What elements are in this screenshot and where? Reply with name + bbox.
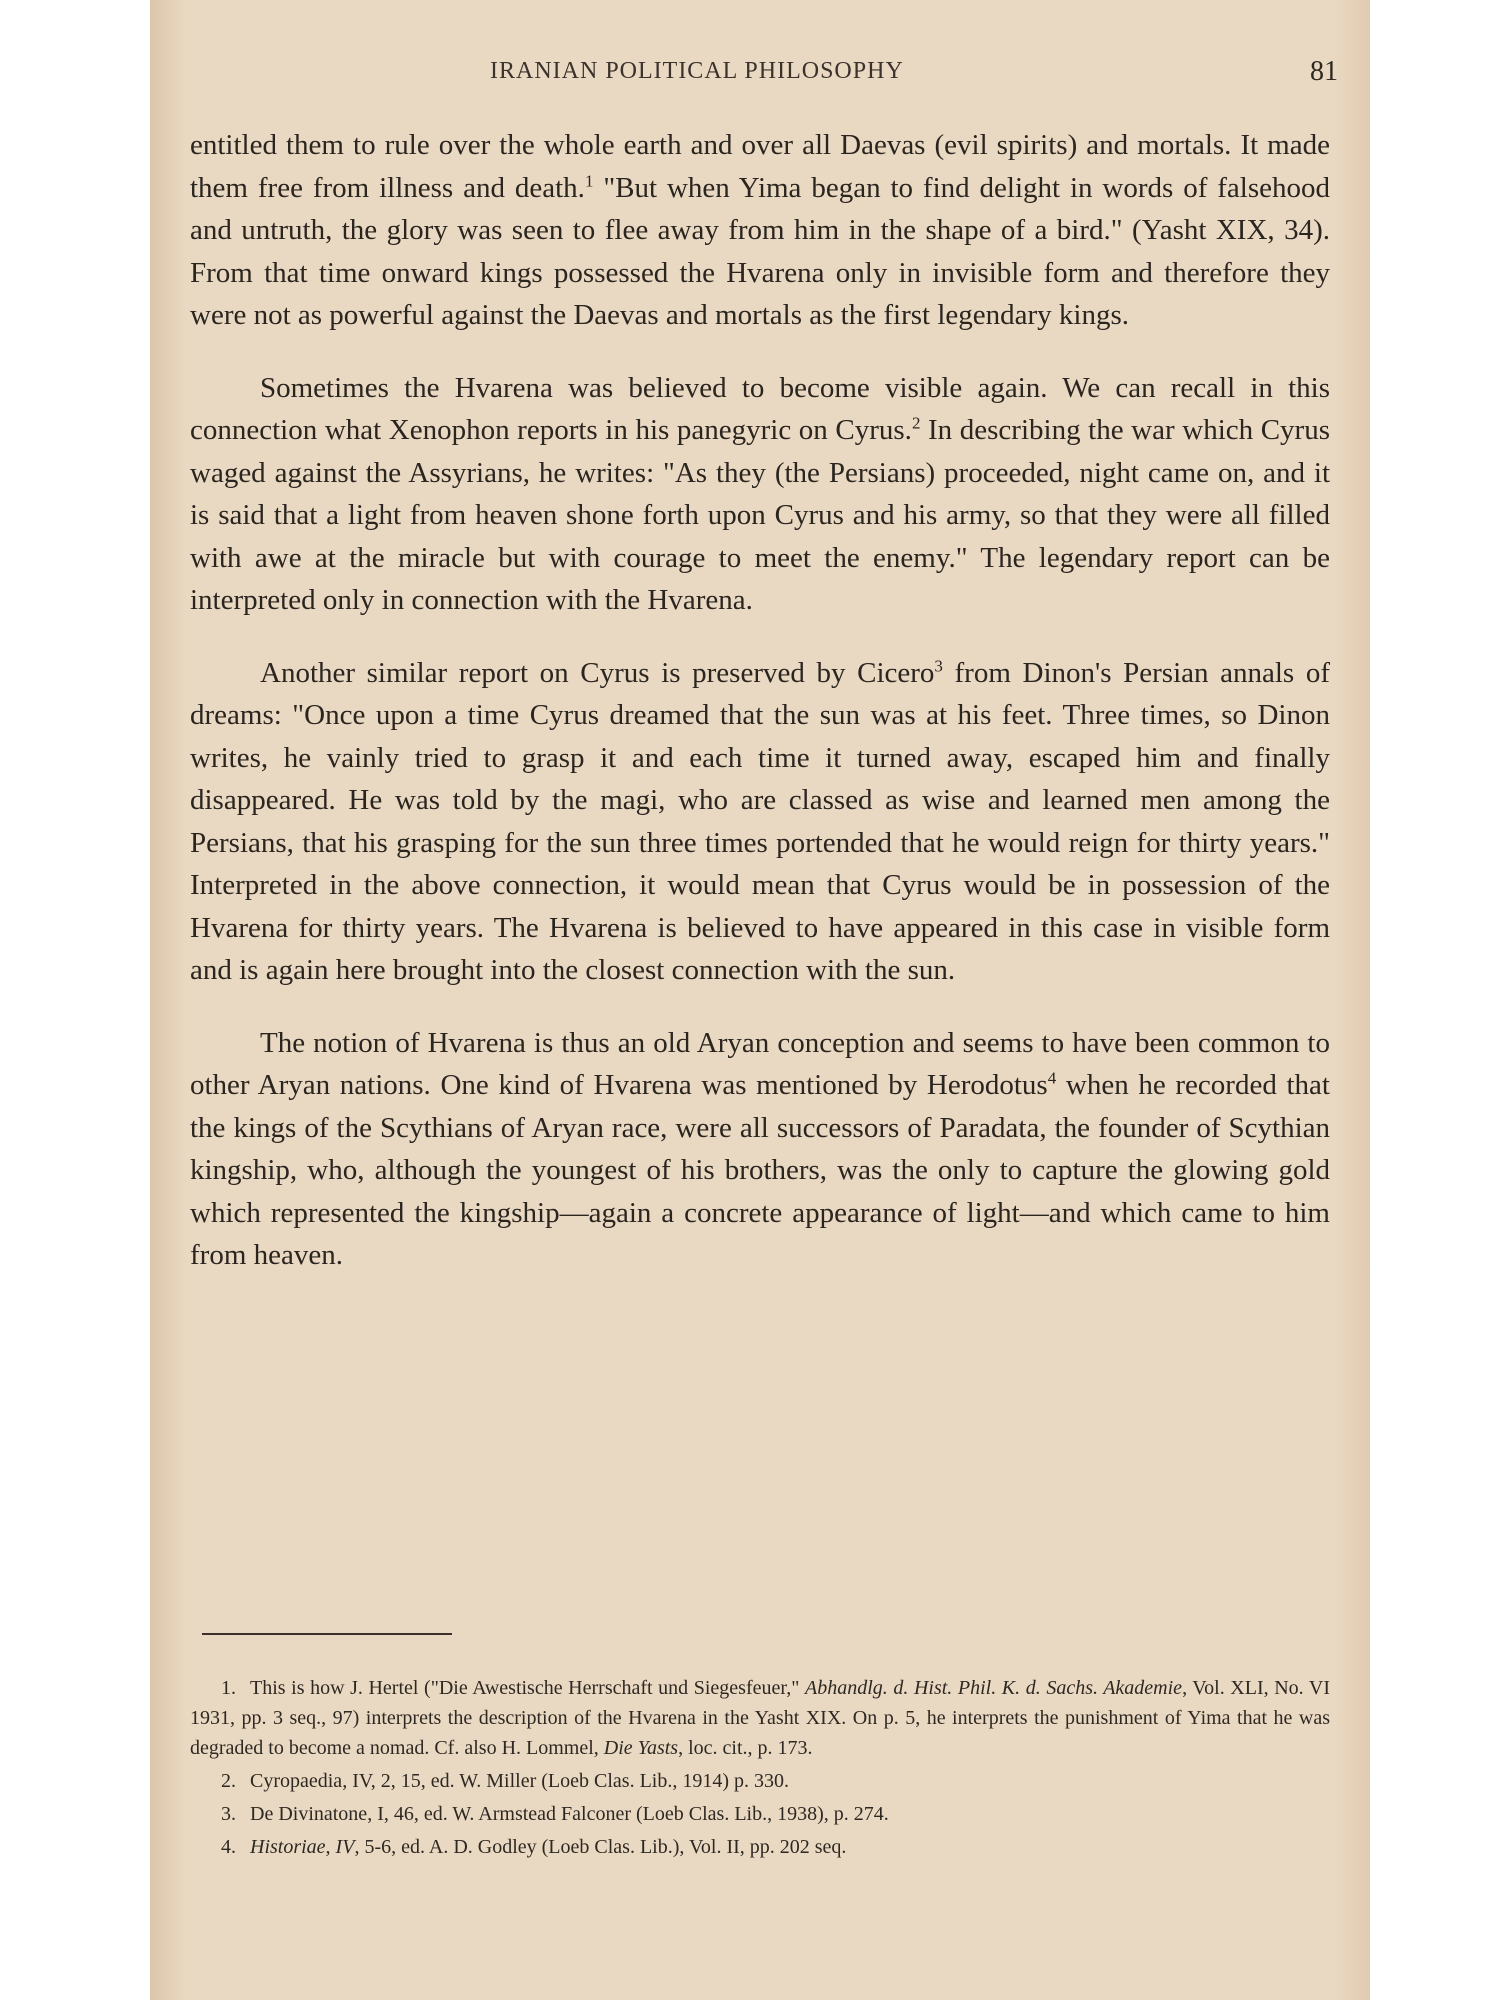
body-text: [190, 124, 1330, 1307]
page-number: 81: [1310, 56, 1338, 87]
footnote-ref-3: 3: [934, 655, 943, 675]
footnote-2: 2. Cyropaedia, IV, 2, 15, ed. W. Miller (Loeb Clas. Lib., 1914) p. 330.: [221, 1770, 790, 1792]
running-head: [150, 58, 1370, 94]
footnote-1: 1. This is how J. Hertel ("Die Awestische Herrschaft und Siegesfeuer," Abhandlg. d. Hist. Phil. K. d. Sachs. Akademie, Vol. XLI, No. VI 1931, pp. 3 seq., 97) interprets the description of the Hvarena in the Yasht XIX. On p. 5, he interprets the punishment of Yima that he was degraded to become a nomad. Cf. also H. Lommel, Die Yasts, loc. cit., p. 173.: [190, 1677, 1330, 1759]
footnotes: [190, 1673, 1330, 1865]
footnote-4: 4. Historiae, IV, 5-6, ed. A. D. Godley (Loeb Clas. Lib.), Vol. II, pp. 202 seq.: [221, 1836, 847, 1858]
book-page: [150, 0, 1370, 2000]
footnote-divider: [202, 1633, 452, 1635]
footnote-ref-1: 1: [584, 170, 594, 190]
footnote-ref-4: 4: [1047, 1068, 1057, 1088]
paragraph-2: Sometimes the Hvarena was believed to become visible again. We can recall in this connection what Xenophon reports in his panegyric on Cyrus.$^2$ In describing the war which Cyrus waged against the Assyrians, he writes: "As they (the Persians) proceeded, night came on, and it is said that a light from heaven shone forth upon Cyrus and his army, so that they were all filled with awe at the miracle but with courage to meet the enemy." The legendary report can be interpreted only in connection with the Hvarena.: [190, 371, 1330, 616]
running-title: IRANIAN POLITICAL PHILOSOPHY: [490, 58, 904, 84]
footnote-ref-2: 2: [911, 413, 921, 433]
paragraph-1: entitled them to rule over the whole earth and over all Daevas (evil spirits) and mortals. It made them free from illness and death.$^1$ "But when Yima began to find delight in words of falsehood and untruth, the glory was seen to flee away from him in the shape of a bird." (Yasht XIX, 34). From that time onward kings possessed the Hvarena only in invisible form and therefore they were not as powerful against the Daevas and mortals as the first legendary kings.: [190, 129, 1330, 331]
footnote-3: 3. De Divinatone, I, 46, ed. W. Armstead Falconer (Loeb Clas. Lib., 1938), p. 274.: [221, 1803, 889, 1825]
paragraph-3: Another similar report on Cyrus is preserved by Cicero$^3$ from Dinon's Persian annals of dreams: "Once upon a time Cyrus dreamed that the sun was at his feet. Three times, so Dinon writes, he vainly tried to grasp it and each time it turned away, escaped him and finally disappeared. He was told by the magi, who are classed as wise and learned men among the Persians, that his grasping for the sun three times portended that he would reign for thirty years." Interpreted in the above connection, it would mean that Cyrus would be in possession of the Hvarena for thirty years. The Hvarena is believed to have appeared in this case in visible form and is again here brought into the closest connection with the sun.: [190, 655, 1330, 986]
paragraph-4: The notion of Hvarena is thus an old Aryan conception and seems to have been common to other Aryan nations. One kind of Hvarena was mentioned by Herodotus$^4$ when he recorded that the kings of the Scythians of Aryan race, were all successors of Paradata, the founder of Scythian kingship, who, although the youngest of his brothers, was the only to capture the glowing gold which represented the kingship—again a concrete appearance of light—and which came to him from heaven.: [190, 1026, 1330, 1271]
